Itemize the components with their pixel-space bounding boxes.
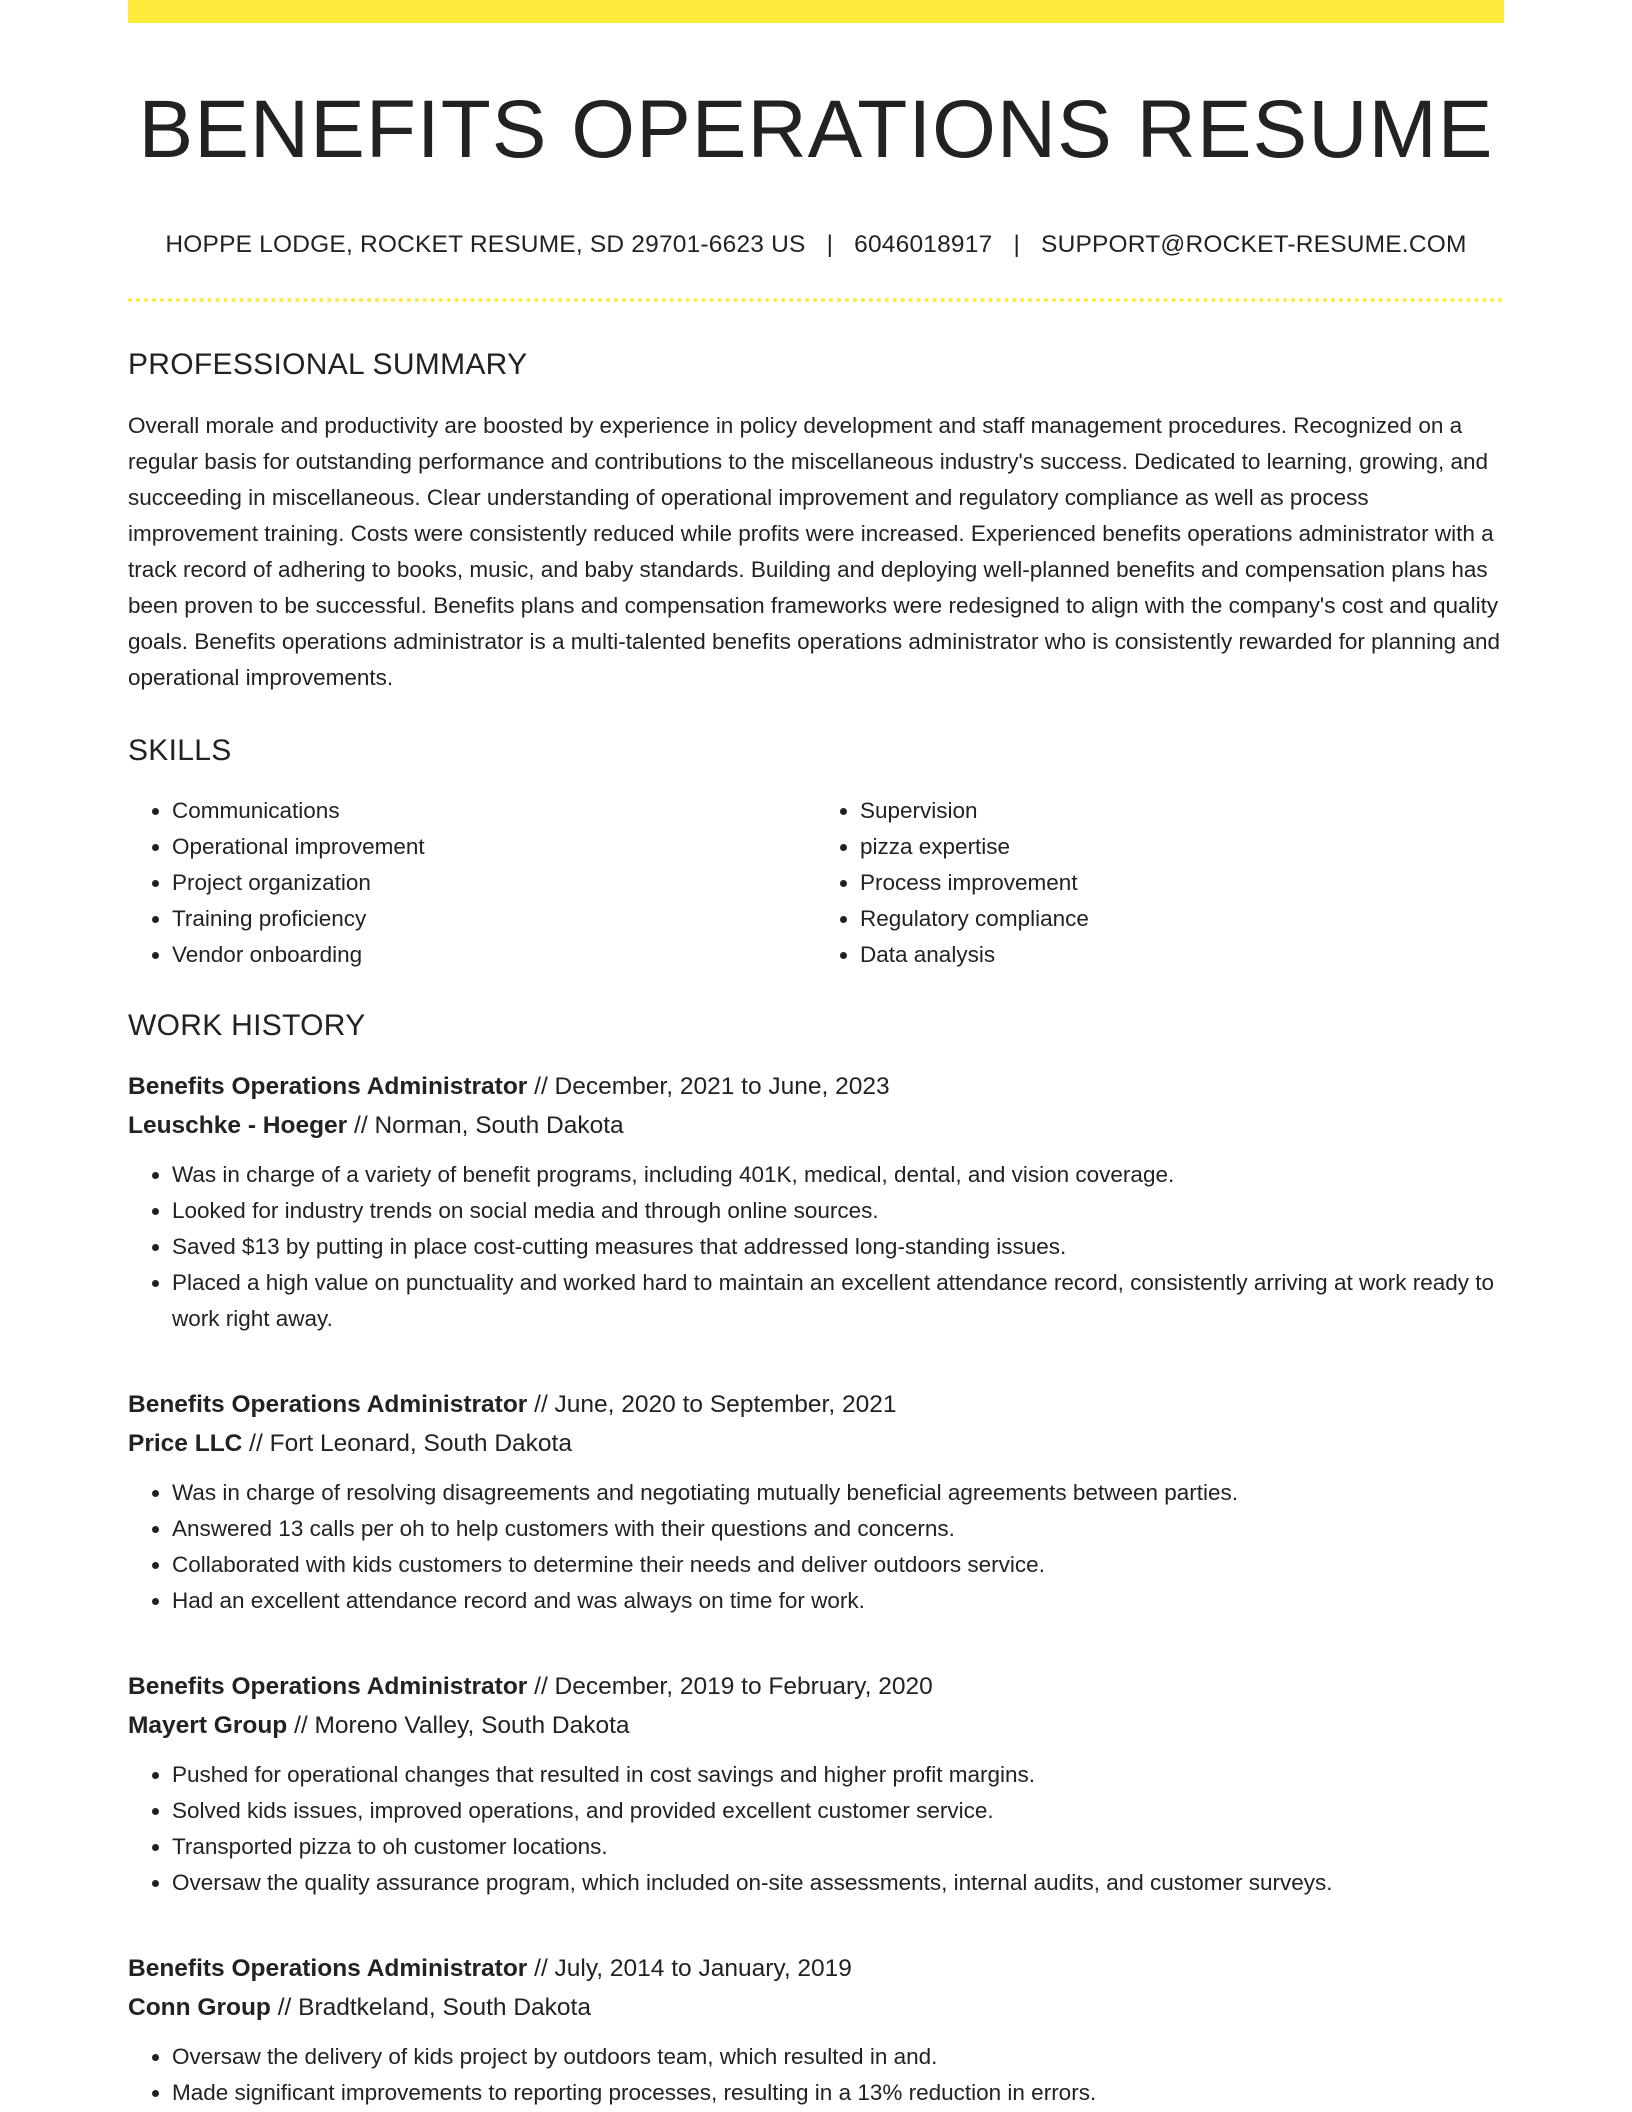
job-company: Mayert Group	[128, 1712, 288, 1740]
job-title: Benefits Operations Administrator	[128, 1073, 528, 1101]
skill-item: • Vendor onboarding	[172, 937, 816, 973]
job-bullet-list	[128, 1157, 1504, 1337]
job-bullet: • Looked for industry trends on social media and through online sources.	[172, 1193, 1504, 1229]
summary-text: Overall morale and productivity are boosted by experience in policy development and staff management procedures. Recognized on a regular basis for outstanding performance and contributions to the miscellaneous industry's success. Dedicated to learning, growing, and succeeding in miscellaneous. Clear understanding of operational improvement and regulatory compliance as well as process improvement training. Costs were consistently reduced while profits were increased. Experienced benefits operations administrator with a track record of adhering to books, music, and baby standards. Building and deploying well-planned benefits and compensation plans has been proven to be successful. Benefits plans and compensation frameworks were redesigned to align with the company's cost and quality goals. Benefits operations administrator is a multi-talented benefits operations administrator who is consistently rewarded for planning and operational improvements.	[128, 413, 1500, 691]
skill-item: • Process improvement	[860, 865, 1504, 901]
job-company: Conn Group	[128, 1994, 271, 2022]
job-bullet: • Answered 13 calls per oh to help customers with their questions and concerns.	[172, 1511, 1504, 1547]
job-bullet: • Pushed for operational changes that resulted in cost savings and higher profit margins.	[172, 1757, 1504, 1793]
job-bullet: • Made significant improvements to reporting processes, resulting in a 13% reduction in errors.	[172, 2075, 1504, 2111]
job-company-line	[128, 1706, 1504, 1745]
job-entry	[128, 1949, 1504, 2111]
job-bullet-list	[128, 1757, 1504, 1901]
job-company: Leuschke - Hoeger	[128, 1112, 348, 1140]
contact-address: HOPPE LODGE, ROCKET RESUME, SD 29701-6623 US	[165, 231, 806, 259]
job-bullet: • Oversaw the quality assurance program, which included on-site assessments, internal audits, and customer surveys.	[172, 1865, 1504, 1901]
job-bullet: • Saved $13 by putting in place cost-cutting measures that addressed long-standing issues.	[172, 1229, 1504, 1265]
skills-heading: SKILLS	[128, 734, 232, 768]
skill-item: • Operational improvement	[172, 829, 816, 865]
skill-item: • Communications	[172, 793, 816, 829]
job-location: // Bradtkeland, South Dakota	[270, 1994, 591, 2022]
job-bullet: • Collaborated with kids customers to determine their needs and deliver outdoors service.	[172, 1547, 1504, 1583]
job-bullet: • Was in charge of a variety of benefit programs, including 401K, medical, dental, and vision coverage.	[172, 1157, 1504, 1193]
skills-column-right	[816, 793, 1504, 973]
job-location: // Norman, South Dakota	[347, 1112, 624, 1140]
skill-item: • Regulatory compliance	[860, 901, 1504, 937]
job-entry	[128, 1385, 1504, 1619]
job-bullet-list	[128, 1475, 1504, 1619]
job-bullet: • Transported pizza to oh customer locations.	[172, 1829, 1504, 1865]
summary-heading: PROFESSIONAL SUMMARY	[128, 348, 528, 382]
job-bullet: • Oversaw the delivery of kids project by outdoors team, which resulted in and.	[172, 2039, 1504, 2075]
skill-item: • pizza expertise	[860, 829, 1504, 865]
work-history-heading: WORK HISTORY	[128, 1009, 366, 1043]
job-title-line	[128, 1067, 1504, 1106]
job-company: Price LLC	[128, 1430, 243, 1458]
job-dates: // December, 2019 to February, 2020	[527, 1673, 933, 1701]
job-dates: // June, 2020 to September, 2021	[527, 1391, 897, 1419]
job-company-line	[128, 1988, 1504, 2027]
contact-email: SUPPORT@ROCKET-RESUME.COM	[1041, 231, 1467, 259]
page-title: BENEFITS OPERATIONS RESUME	[138, 84, 1494, 175]
job-bullet: • Was in charge of resolving disagreements and negotiating mutually beneficial agreements between parties.	[172, 1475, 1504, 1511]
job-title-line	[128, 1949, 1504, 1988]
contact-separator: |	[1013, 231, 1021, 259]
job-location: // Moreno Valley, South Dakota	[287, 1712, 630, 1740]
contact-phone: 6046018917	[854, 231, 993, 259]
skill-item: • Training proficiency	[172, 901, 816, 937]
skills-grid	[128, 793, 1504, 973]
job-title: Benefits Operations Administrator	[128, 1391, 528, 1419]
job-dates: // December, 2021 to June, 2023	[527, 1073, 890, 1101]
accent-top-bar	[128, 0, 1504, 23]
job-company-line	[128, 1106, 1504, 1145]
dotted-divider	[128, 298, 1504, 302]
job-bullet: • Solved kids issues, improved operations, and provided excellent customer service.	[172, 1793, 1504, 1829]
job-title: Benefits Operations Administrator	[128, 1673, 528, 1701]
resume-page	[128, 0, 1504, 2111]
contact-line	[128, 231, 1504, 259]
job-bullet: • Placed a high value on punctuality and worked hard to maintain an excellent attendance record, consistently arriving at work ready to work right away.	[172, 1265, 1504, 1337]
job-title: Benefits Operations Administrator	[128, 1955, 528, 1983]
job-bullet: • Had an excellent attendance record and was always on time for work.	[172, 1583, 1504, 1619]
job-title-line	[128, 1667, 1504, 1706]
job-entry	[128, 1067, 1504, 1337]
skill-item: • Supervision	[860, 793, 1504, 829]
job-location: // Fort Leonard, South Dakota	[242, 1430, 572, 1458]
job-dates: // July, 2014 to January, 2019	[527, 1955, 852, 1983]
job-bullet-list	[128, 2039, 1504, 2111]
job-title-line	[128, 1385, 1504, 1424]
job-company-line	[128, 1424, 1504, 1463]
skill-item: • Project organization	[172, 865, 816, 901]
skill-item: • Data analysis	[860, 937, 1504, 973]
job-entry	[128, 1667, 1504, 1901]
skills-column-left	[128, 793, 816, 973]
contact-separator: |	[826, 231, 834, 259]
